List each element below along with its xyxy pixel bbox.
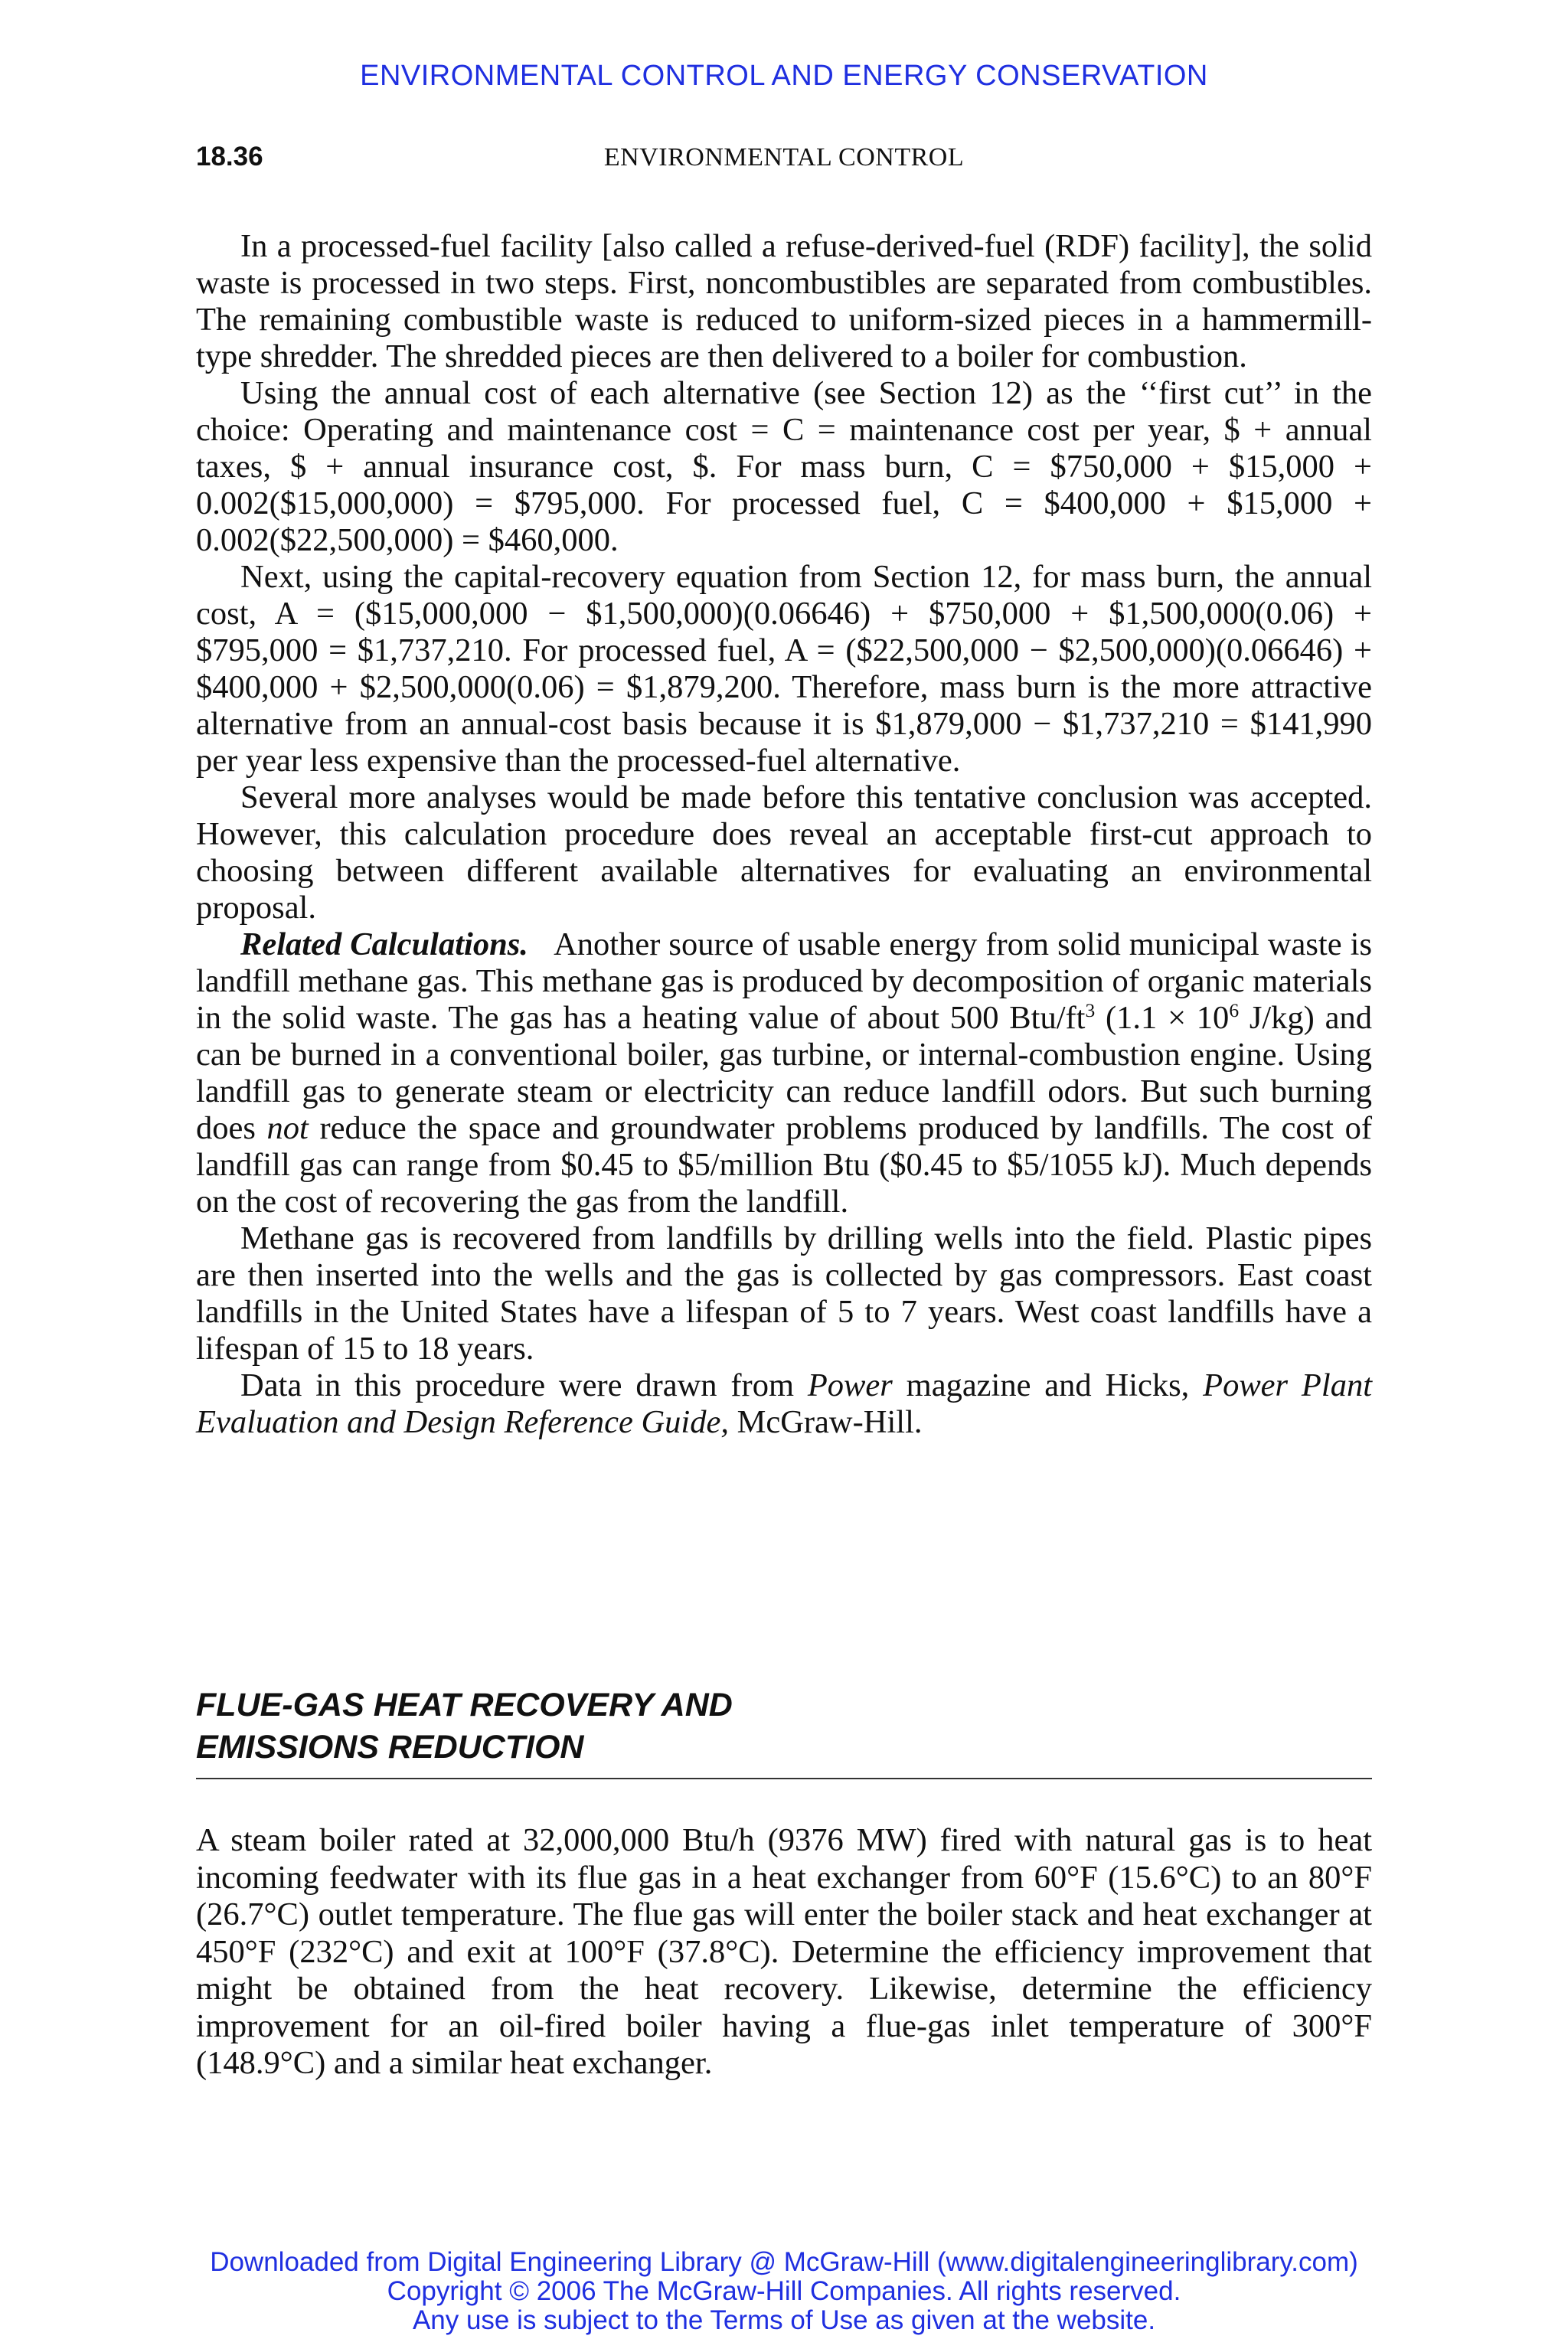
section-heading-line: FLUE-GAS HEAT RECOVERY AND	[196, 1687, 733, 1723]
emphasis: Power	[807, 1367, 893, 1403]
section-heading	[196, 1684, 1372, 1779]
footer-line: Any use is subject to the Terms of Use as given at the website.	[412, 2305, 1156, 2335]
paragraph-analyses: Several more analyses would be made before this tentative conclusion was accepted. However, this calculation procedure does reveal an acceptable first-cut approach to choosing between different available alternatives for evaluating an environmental proposal.	[196, 779, 1372, 926]
superscript: 6	[1229, 998, 1240, 1021]
paragraph-sources	[196, 1367, 1372, 1441]
paragraph-methane-recovery: Methane gas is recovered from landfills by drilling wells into the field. Plastic pipes are then inserted into the wells and the gas is collected by gas compressors. East coast landfills in the United States have a lifespan of 5 to 7 years. West coast landfills have a lifespan of 15 to 18 years.	[196, 1220, 1372, 1367]
problem-statement	[196, 1822, 1372, 2082]
book-banner: ENVIRONMENTAL CONTROL AND ENERGY CONSERVATION	[360, 60, 1208, 92]
page-number: 18.36	[196, 142, 263, 172]
text-span: Data in this procedure were drawn from	[240, 1367, 808, 1403]
superscript: 3	[1085, 998, 1096, 1021]
text-span: McGraw-Hill.	[728, 1404, 923, 1440]
footer-line: Copyright © 2006 The McGraw-Hill Companies. All rights reserved.	[387, 2276, 1181, 2306]
running-head	[196, 142, 1372, 180]
problem-paragraph: A steam boiler rated at 32,000,000 Btu/h (9376 MW) fired with natural gas is to heat incoming feedwater with its flue gas in a heat exchanger from 60°F (15.6°C) to an 80°F (26.7°C) outlet temperature. The flue gas will enter the boiler stack and heat exchanger at 450°F (232°C) and exit at 100°F (37.8°C). Determine the efficiency improvement that might be obtained from the heat recovery. Likewise, determine the efficiency improvement for an oil-fired boiler having a flue-gas inlet temperature of 300°F (148.9°C) and a similar heat exchanger.	[196, 1822, 1372, 2081]
related-calculations-lead: Related Calculations.	[240, 926, 528, 962]
emphasis: Power Plant Evaluation and Design Reference Guide,	[196, 1367, 1372, 1440]
paragraph-rdf: In a processed-fuel facility [also called a refuse-derived-fuel (RDF) facility], the solid waste is processed in two steps. First, noncombustibles are separated from combustibles. The remaining combustible waste is reduced to uniform-sized pieces in a hammermill-type shredder. The shredded pieces are then delivered to a boiler for combustion.	[196, 228, 1372, 374]
text-span: (1.1 × 10	[1095, 1000, 1230, 1036]
text-span: reduce the space and groundwater problems produced by landfills. The cost of landfill gas can range from $0.45 to $5/million Btu ($0.45 to $5/1055 kJ). Much depends on the cost of recovering the gas from the landfill.	[196, 1110, 1373, 1220]
body-text	[196, 228, 1372, 1441]
paragraph-annual-cost: Using the annual cost of each alternative (see Section 12) as the ‘‘first cut’’ in the choice: Operating and maintenance cost = C = maintenance cost per year, $ + annual taxes, $ + annual insurance cost, $. For mass burn, C = $750,000 + $15,000 + 0.002($15,000,000) = $795,000. For processed fuel, C = $400,000 + $15,000 + 0.002($22,500,000) = $460,000.	[196, 375, 1372, 558]
text-span: magazine and Hicks,	[892, 1367, 1204, 1403]
text-span: Another source of usable energy from solid municipal waste is landfill methane gas. This methane gas is produced by decomposition of organic materials in the solid waste. The gas has a heating value of about 500 Btu/ft	[196, 926, 1372, 1036]
text-span: J/kg) and can be burned in a conventional boiler, gas turbine, or internal-combustion engine. Using landfill gas to generate steam or electricity can reduce landfill odors. But such burning does	[196, 1000, 1372, 1146]
emphasis: not	[266, 1110, 309, 1146]
paragraph-related-calculations	[196, 926, 1372, 1220]
footer-line: Downloaded from Digital Engineering Library @ McGraw-Hill (www.digitalengineeringlibrary.com)	[210, 2247, 1358, 2277]
section-heading-line: EMISSIONS REDUCTION	[196, 1729, 584, 1766]
paragraph-capital-recovery: Next, using the capital-recovery equation from Section 12, for mass burn, the annual cost, A = ($15,000,000 − $1,500,000)(0.06646) + $750,000 + $1,500,000(0.06) + $795,000 = $1,737,210. For processed fuel, A = ($22,500,000 − $2,500,000)(0.06646) + $400,000 + $2,500,000(0.06) = $1,879,200. Therefore, mass burn is the more attractive alternative from an annual-cost basis because it is $1,879,000 − $1,737,210 = $141,990 per year less expensive than the processed-fuel alternative.	[196, 559, 1372, 779]
section-title: ENVIRONMENTAL CONTROL	[603, 143, 965, 172]
download-footer	[0, 2248, 1568, 2335]
